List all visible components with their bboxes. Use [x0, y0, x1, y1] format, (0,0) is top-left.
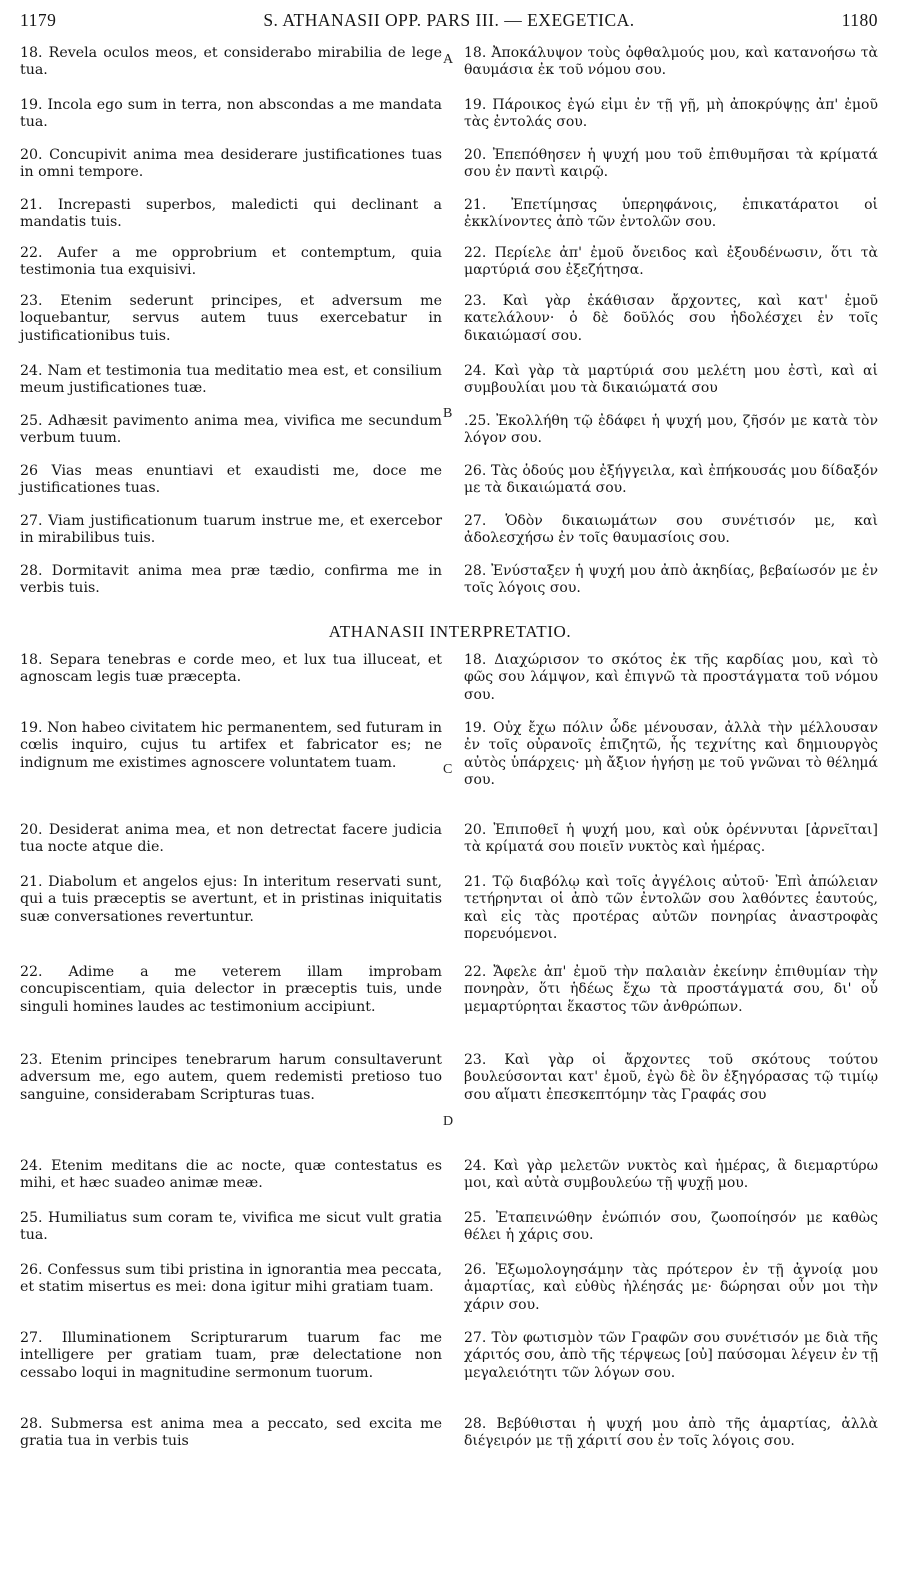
interp-greek-24: 24. Καὶ γὰρ μελετῶν νυκτὸς καὶ ἡμέρας, ἃ διεμαρτύρω μοι, καὶ αὐτὰ συμβουλεύω τῇ ψυχῇ μου. — [464, 1158, 878, 1192]
interp-greek-23: 23. Καὶ γὰρ οἱ ἄρχοντες τοῦ σκότους τούτου βουλεύσονται κατ' ἐμοῦ, ἐγὼ δὲ ὃν ἐξηγόρασας τῷ τιμίῳ σου αἵματι ἐπεσκεπτόμην τὰς Γραφάς σου — [464, 1052, 878, 1103]
interp-latin-19: 19. Non habeo civitatem hic permanentem, sed futuram in cœlis inquiro, cujus tu artifex et fabricator es; ne indignum me existimes agnoscere voluntatem tuam. — [20, 720, 442, 771]
psalm-text-section — [20, 45, 880, 615]
greek-verse-20: 20. Ἐπεπόθησεν ἡ ψυχή μου τοῦ ἐπιθυμῆσαι τὰ κρίματά σου ἐν παντὶ καιρῷ. — [464, 147, 878, 181]
latin-verse-28: 28. Dormitavit anima mea præ tædio, confirma me in verbis tuis. — [20, 563, 442, 597]
interp-greek-26: 26. Ἐξωμολογησάμην τὰς πρότερον ἐν τῇ ἀγνοίᾳ μου ἁμαρτίας, καὶ εὐθὺς ἠλέησάς με· δώρησαι οὖν μοι τὴν χάριν σου. — [464, 1262, 878, 1313]
interp-greek-19: 19. Οὐχ ἔχω πόλιν ὧδε μένουσαν, ἀλλὰ τὴν μέλλουσαν ἐν τοῖς οὐρανοῖς ἐπιζητῶ, ἧς τεχνίτης καὶ δημιουργὸς αὐτὸς ὑπάρχεις· μὴ ἄξιον ἡγήσῃ με τοῦ γνῶναι τὸ θέλημά σου. — [464, 720, 878, 788]
latin-verse-24: 24. Nam et testimonia tua meditatio mea est, et consilium meum justificationes tuæ. — [20, 363, 442, 397]
latin-verse-27: 27. Viam justificationum tuarum instrue me, et exercebor in mirabilibus tuis. — [20, 513, 442, 547]
margin-marker-d: D — [443, 1114, 454, 1129]
interp-greek-22: 22. Ἄφελε ἀπ' ἐμοῦ τὴν παλαιὰν ἐκείνην ἐπιθυμίαν τὴν πονηρὰν, ὅτι ἡδέως ἔχω τὰ προστάγματά σου, δι' οὗ μεμαρτύρηται ἕκαστος τῶν ἀνθρώπων. — [464, 964, 878, 1015]
latin-verse-19: 19. Incola ego sum in terra, non abscondas a me mandata tua. — [20, 97, 442, 131]
greek-verse-27: 27. Ὁδὸν δικαιωμάτων σου συνέτισόν με, καὶ ἀδολεσχήσω ἐν τοῖς θαυμασίοις σου. — [464, 513, 878, 547]
interp-latin-21: 21. Diabolum et angelos ejus: In interitum reservati sunt, qui a tuis præceptis se avertunt, et in pristinas iniquitatis suæ conversationes revertuntur. — [20, 874, 442, 925]
interp-latin-24: 24. Etenim meditans die ac nocte, quæ contestatus es mihi, et hæc suadeo animæ meæ. — [20, 1158, 442, 1192]
interp-latin-27: 27. Illuminationem Scripturarum tuarum fac me intelligere per gratiam tuam, præ delectatione non cessabo loqui in magnitudine sermonum tuorum. — [20, 1330, 442, 1381]
greek-verse-19: 19. Πάροικος ἐγώ εἰμι ἐν τῇ γῇ, μὴ ἀποκρύψῃς ἀπ' ἐμοῦ τὰς ἐντολάς σου. — [464, 97, 878, 131]
interp-latin-26: 26. Confessus sum tibi pristina in ignorantia mea peccata, et statim misertus es mei: dona igitur mihi gratiam tuam. — [20, 1262, 442, 1296]
latin-verse-18: 18. Revela oculos meos, et considerabo mirabilia de lege tua. — [20, 45, 442, 79]
latin-verse-26: 26 Vias meas enuntiavi et exaudisti me, doce me justificationes tuas. — [20, 463, 442, 497]
latin-verse-21: 21. Increpasti superbos, maledicti qui declinant a mandatis tuis. — [20, 197, 442, 231]
latin-verse-23: 23. Etenim sederunt principes, et adversum me loquebantur, servus autem tuus exercebatur in justificationibus tuis. — [20, 293, 442, 344]
greek-verse-26: 26. Τὰς ὁδούς μου ἐξήγγειλα, καὶ ἐπήκουσάς μου δίδαξόν με τὰ δικαιώματά σου. — [464, 463, 878, 497]
interp-greek-21: 21. Τῷ διαβόλῳ καὶ τοῖς ἀγγέλοις αὐτοῦ· Ἐπὶ ἀπώλειαν τετήρηνται οἱ ἀπὸ τῶν ἐντολῶν σου λαθόντες ἑαυτούς, καὶ εἰς τὰς προτέρας αὐτῶν πονηρίας ἀναστροφὰς πορευόμενοι. — [464, 874, 878, 942]
latin-verse-25: 25. Adhæsit pavimento anima mea, vivifica me secundum verbum tuum. — [20, 413, 442, 447]
latin-verse-22: 22. Aufer a me opprobrium et contemptum, quia testimonia tua exquisivi. — [20, 245, 442, 279]
greek-verse-23: 23. Καὶ γὰρ ἐκάθισαν ἄρχοντες, καὶ κατ' ἐμοῦ κατελάλουν· ὁ δὲ δοῦλός σου ἠδολέσχει ἐν τοῖς δικαιώμασί σου. — [464, 293, 878, 344]
interp-greek-18: 18. Διαχώρισον το σκότος ἐκ τῆς καρδίας μου, καὶ τὸ φῶς σου λάμψον, καὶ ἐπιγνῶ τὰ προστάγματα τοῦ νόμου σου. — [464, 652, 878, 703]
interp-greek-20: 20. Ἐπιποθεῖ ἡ ψυχή μου, καὶ οὐκ ὀρέννυται [ἀρνεῖται] τὰ κρίματά σου ποιεῖν νυκτὸς καὶ ἡμέρας. — [464, 822, 878, 856]
greek-verse-25: .25. Ἐκολλήθη τῷ ἐδάφει ἡ ψυχή μου, ζῆσόν με κατὰ τὸν λόγον σου. — [464, 413, 878, 447]
greek-verse-28: 28. Ἐνύσταξεν ἡ ψυχή μου ἀπὸ ἀκηδίας, βεβαίωσόν με ἐν τοῖς λόγοις σου. — [464, 563, 878, 597]
interp-latin-20: 20. Desiderat anima mea, et non detrectat facere judicia tua nocte atque die. — [20, 822, 442, 856]
greek-verse-22: 22. Περίελε ἀπ' ἐμοῦ ὄνειδος καὶ ἐξουδένωσιν, ὅτι τὰ μαρτύριά σου ἐξεζήτησα. — [464, 245, 878, 279]
latin-verse-20: 20. Concupivit anima mea desiderare justificationes tuas in omni tempore. — [20, 147, 442, 181]
greek-verse-21: 21. Ἐπετίμησας ὑπερηφάνοις, ἐπικατάρατοι οἱ ἐκκλίνοντες ἀπὸ τῶν ἐντολῶν σου. — [464, 197, 878, 231]
interp-latin-28: 28. Submersa est anima mea a peccato, sed excita me gratia tua in verbis tuis — [20, 1416, 442, 1450]
interp-latin-23: 23. Etenim principes tenebrarum harum consultaverunt adversum me, ego autem, quem redemisti pretioso tuo sanguine, considerabam Scripturas tuas. — [20, 1052, 442, 1103]
greek-verse-24: 24. Καὶ γὰρ τὰ μαρτύριά σου μελέτη μου ἐστὶ, καὶ αἱ συμβουλίαι μου τὰ δικαιώματά σου — [464, 363, 878, 397]
margin-marker-b: B — [443, 406, 453, 421]
page-number-left: 1179 — [20, 10, 57, 30]
interp-latin-18: 18. Separa tenebras e corde meo, et lux tua illuceat, et agnoscam legis tuæ præcepta. — [20, 652, 442, 686]
margin-marker-c: C — [443, 762, 453, 777]
interpretatio-section — [20, 652, 880, 1562]
interp-latin-22: 22. Adime a me veterem illam improbam concupiscentiam, quia delector in præceptis tuis, unde singuli homines laudes ac testimonium accipiunt. — [20, 964, 442, 1015]
running-header — [20, 10, 878, 36]
section-title: ATHANASII INTERPRETATIO. — [328, 622, 572, 641]
interp-greek-25: 25. Ἐταπεινώθην ἐνώπιόν σου, ζωοποίησόν με καθὼς θέλει ἡ χάρις σου. — [464, 1210, 878, 1244]
interp-greek-27: 27. Τὸν φωτισμὸν τῶν Γραφῶν σου συνέτισόν με διὰ τῆς χάριτός σου, ἀπὸ τῆς τέρψεως [οὐ] παύσομαι λέγειν ἐν τῇ μεγαλειότητι τῶν λόγων σου. — [464, 1330, 878, 1381]
running-title: S. ATHANASII OPP. PARS III. — EXEGETICA. — [263, 10, 635, 30]
interp-greek-28: 28. Βεβύθισται ἡ ψυχή μου ἀπὸ τῆς ἁμαρτίας, ἀλλὰ διέγειρόν με τῇ χάριτί σου ἐν τοῖς λόγοις σου. — [464, 1416, 878, 1450]
margin-marker-a: A — [443, 52, 454, 67]
interp-latin-25: 25. Humiliatus sum coram te, vivifica me sicut vult gratia tua. — [20, 1210, 442, 1244]
page-number-right: 1180 — [841, 10, 878, 30]
greek-verse-18: 18. Ἀποκάλυψον τοὺς ὀφθαλμούς μου, καὶ κατανοήσω τὰ θαυμάσια ἐκ τοῦ νόμου σου. — [464, 45, 878, 79]
